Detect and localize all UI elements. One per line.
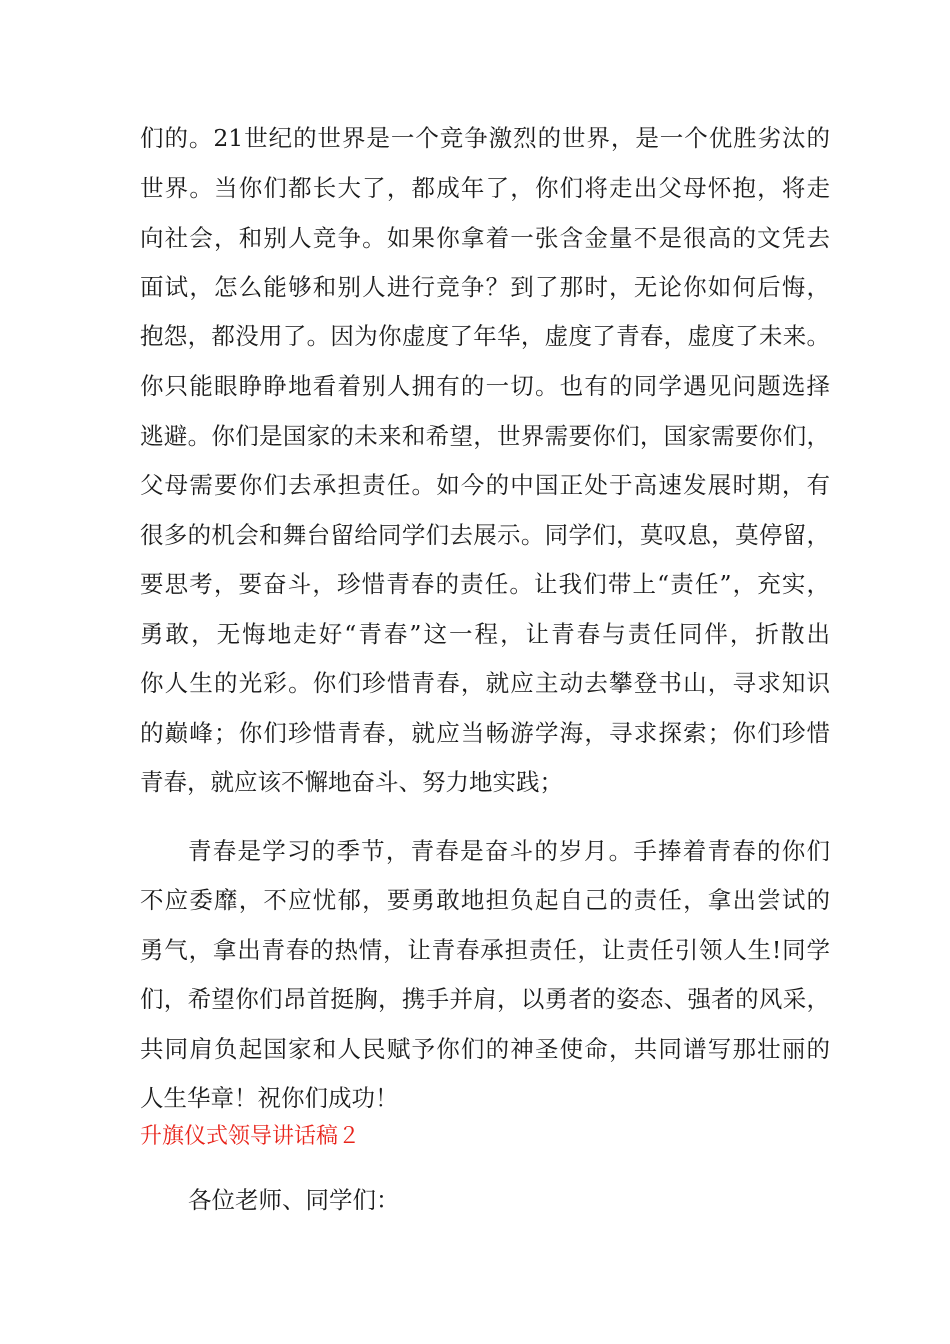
- greeting-line: 各位老师、同学们：: [188, 1186, 400, 1214]
- text-line: 你只能眼睁睁地看着别人拥有的一切。也有的同学遇见问题选择: [140, 372, 830, 400]
- text-line: 要思考，要奋斗，珍惜青春的责任。让我们带上“责任”，充实，: [140, 570, 830, 598]
- text-line: 们，希望你们昂首挺胸，携手并肩，以勇者的姿态、强者的风采，: [140, 985, 830, 1013]
- text-line: 你人生的光彩。你们珍惜青春，就应主动去攀登书山，寻求知识: [140, 669, 830, 697]
- text-line: 人生华章！祝你们成功！: [140, 1084, 399, 1112]
- text-line: 共同肩负起国家和人民赋予你们的神圣使命，共同谱写那壮丽的: [140, 1035, 830, 1063]
- text-line: 世界。当你们都长大了，都成年了，你们将走出父母怀抱，将走: [140, 174, 830, 202]
- text-line: 逃避。你们是国家的未来和希望，世界需要你们，国家需要你们，: [140, 422, 830, 450]
- text-line: 们的。21世纪的世界是一个竞争激烈的世界，是一个优胜劣汰的: [140, 124, 830, 152]
- text-line: 父母需要你们去承担责任。如今的中国正处于高速发展时期，有: [140, 471, 830, 499]
- text-line: 勇气，拿出青春的热情，让青春承担责任，让责任引领人生!同学: [140, 936, 830, 964]
- text-line: 不应委靡，不应忧郁，要勇敢地担负起自己的责任，拿出尝试的: [140, 886, 830, 914]
- text-line: 青春，就应该不懈地奋斗、努力地实践；: [140, 768, 563, 796]
- text-line: 勇敢，无悔地走好“青春”这一程，让青春与责任同伴，折散出: [140, 620, 830, 648]
- section-heading: 升旗仪式领导讲话稿２: [140, 1124, 361, 1149]
- text-line: 面试，怎么能够和别人进行竞争？到了那时，无论你如何后悔，: [140, 273, 830, 301]
- text-line: 的巅峰；你们珍惜青春，就应当畅游学海，寻求探索；你们珍惜: [140, 719, 830, 747]
- text-line: 抱怨，都没用了。因为你虚度了年华，虚度了青春，虚度了未来。: [140, 322, 830, 350]
- text-line: 青春是学习的季节，青春是奋斗的岁月。手捧着青春的你们: [188, 837, 830, 865]
- text-line: 向社会，和别人竞争。如果你拿着一张含金量不是很高的文凭去: [140, 224, 830, 252]
- text-line: 很多的机会和舞台留给同学们去展示。同学们，莫叹息，莫停留，: [140, 521, 830, 549]
